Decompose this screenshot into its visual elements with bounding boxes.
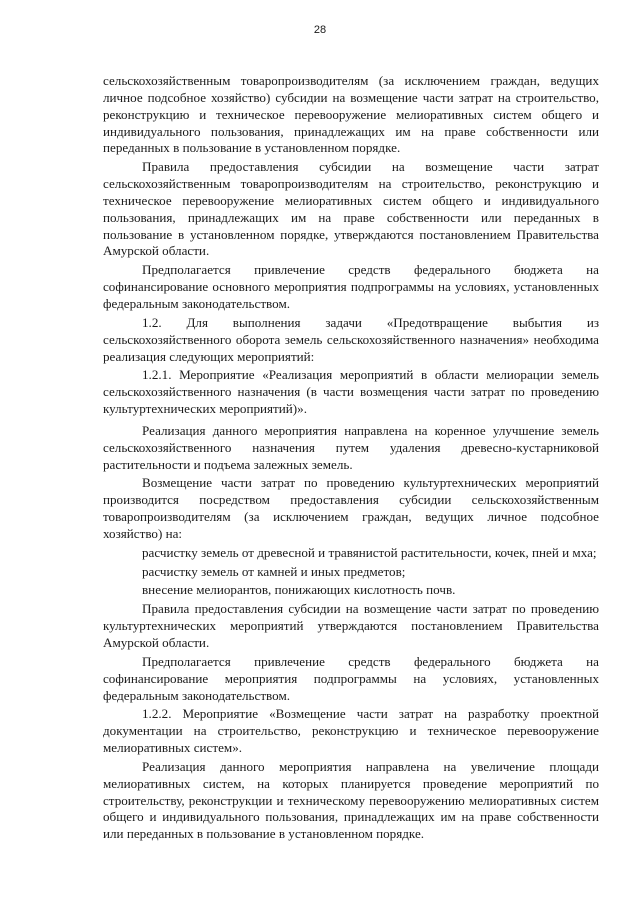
paragraph-reimbursement: Возмещение части затрат по проведению культуртехнических мероприятий производится посредством предоставления субсидии сельскохозяйственным товаропроизводителям (за исключением граждан, ведущих личное подсобное хозяйство) на:	[103, 475, 599, 541]
list-item-ameliorants: внесение мелиорантов, понижающих кислотность почв.	[142, 582, 456, 598]
paragraph-measure-1-2-1-purpose: Реализация данного мероприятия направлена на коренное улучшение земель сельскохозяйственного назначения путем удаления древесно-кустарниковой растительности и подъема залежных земель.	[103, 422, 599, 472]
paragraph-measure-1-2-2: 1.2.2. Мероприятие «Возмещение части затрат на разработку проектной документации на строительство, реконструкцию и техническое перевооружение мелиоративных систем».	[103, 706, 599, 756]
document-body	[103, 73, 599, 843]
paragraph-measure-1-2-1: 1.2.1. Мероприятие «Реализация мероприятий в области мелиорации земель сельскохозяйственного назначения (в части возмещения части затрат по проведению культуртехнических мероприятий)».	[103, 367, 599, 417]
list-item-clearing-vegetation: расчистку земель от древесной и травянистой растительности, кочек, пней и мха;	[142, 544, 597, 560]
paragraph-subsidy-rules: Правила предоставления субсидии на возмещение части затрат сельскохозяйственным товаропроизводителям на строительство, реконструкцию и техническое перевооружение мелиоративных систем общего и индивидуального пользования, принадлежащих им на праве собственности или переданных в пользование в установленном порядке, утверждаются постановлением Правительства Амурской области.	[103, 159, 599, 259]
paragraph-federal-budget: Предполагается привлечение средств федерального бюджета на софинансирование основного мероприятия подпрограммы на условиях, установленных федеральным законодательством.	[103, 262, 599, 311]
paragraph-subsidy-continuation: сельскохозяйственным товаропроизводителям (за исключением граждан, ведущих личное подсобное хозяйство) субсидии на возмещение части затрат на строительство, реконструкцию и техническое перевооружение мелиоративных систем общего и индивидуального пользования, принадлежащих им на праве собственности или переданных в пользование в установленном порядке.	[103, 73, 599, 156]
list-item-clearing-stones: расчистку земель от камней и иных предметов;	[142, 563, 406, 579]
page-number: 28	[313, 24, 327, 36]
paragraph-federal-budget-2: Предполагается привлечение средств федерального бюджета на софинансирование мероприятия подпрограммы на условиях, установленных федеральным законодательством.	[103, 653, 599, 703]
paragraph-task-1-2: 1.2. Для выполнения задачи «Предотвращение выбытия из сельскохозяйственного оборота земель сельскохозяйственного назначения» необходима реализация следующих мероприятий:	[103, 314, 599, 364]
paragraph-culture-rules: Правила предоставления субсидии на возмещение части затрат по проведению культуртехнических мероприятий утверждаются постановлением Правительства Амурской области.	[103, 601, 599, 650]
paragraph-measure-1-2-2-purpose: Реализация данного мероприятия направлена на увеличение площади мелиоративных систем, на которых планируется проведение мероприятий по строительству, реконструкции и техническому перевооружению мелиоративных систем общего и индивидуального пользования, принадлежащих им на праве собственности или переданных в пользование в установленном порядке.	[103, 758, 599, 842]
